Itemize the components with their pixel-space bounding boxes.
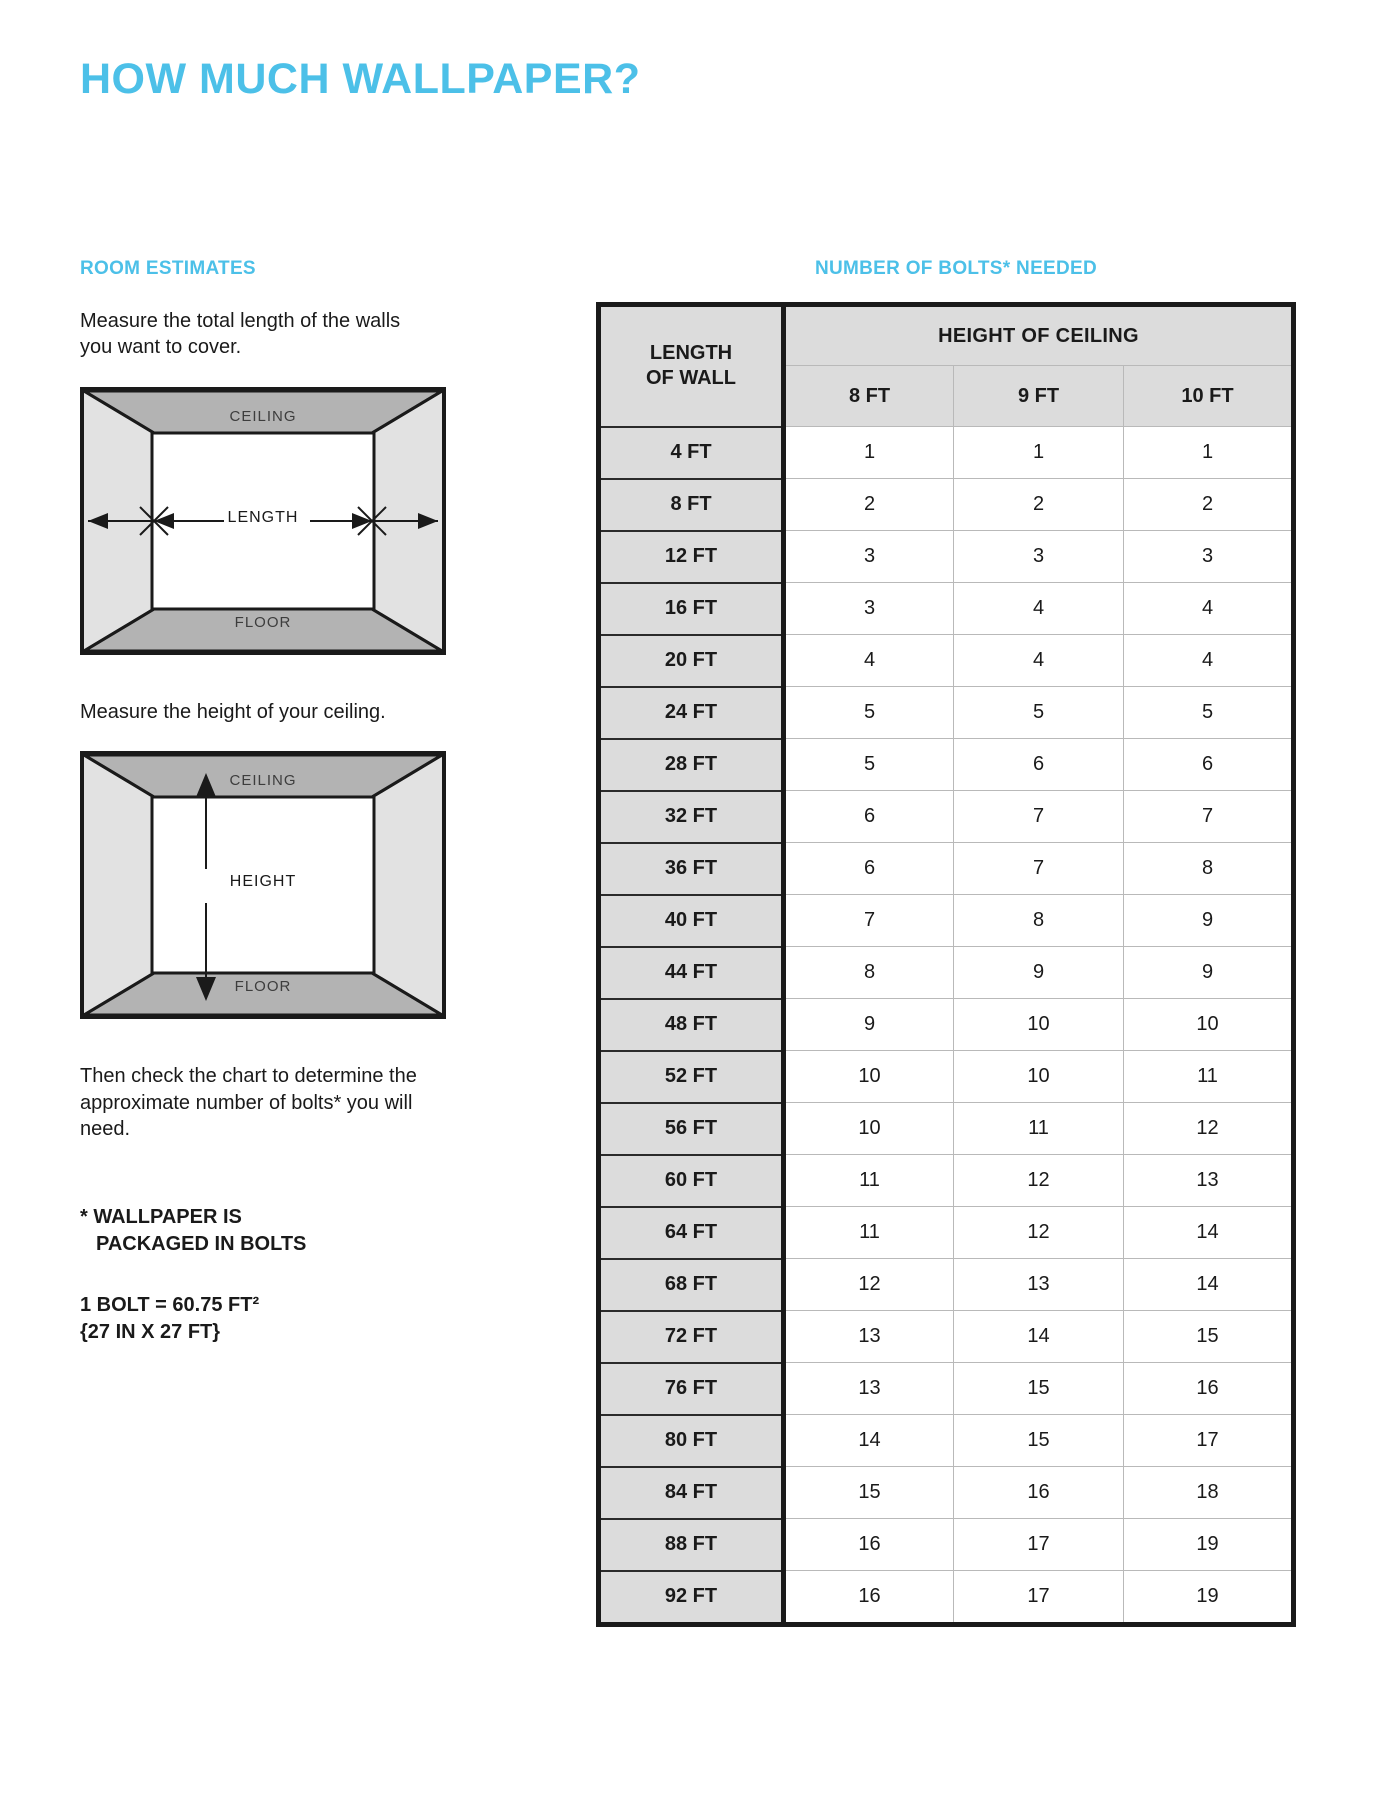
table-row — [599, 1571, 1294, 1625]
cell-bolts: 3 — [784, 531, 954, 583]
cell-bolts: 9 — [1124, 947, 1294, 999]
cell-bolts: 2 — [784, 479, 954, 531]
bolts-table-section — [596, 258, 1316, 1627]
step-3-text: Then check the chart to determine the approximate number of bolts* you will need. — [80, 1065, 417, 1140]
cell-bolts: 18 — [1124, 1467, 1294, 1519]
row-label-52-ft: 52 FT — [599, 1051, 784, 1103]
cell-bolts: 7 — [954, 843, 1124, 895]
row-label-88-ft: 88 FT — [599, 1519, 784, 1571]
cell-bolts: 13 — [1124, 1155, 1294, 1207]
row-label-56-ft: 56 FT — [599, 1103, 784, 1155]
cell-bolts: 17 — [954, 1519, 1124, 1571]
cell-bolts: 5 — [784, 739, 954, 791]
cell-bolts: 7 — [1124, 791, 1294, 843]
step-2-text: Measure the height of your ceiling. — [80, 700, 386, 723]
table-row — [599, 583, 1294, 635]
table-row — [599, 635, 1294, 687]
bolts-table — [596, 302, 1296, 1627]
cell-bolts: 5 — [954, 687, 1124, 739]
table-head-row-1 — [599, 305, 1294, 366]
cell-bolts: 10 — [784, 1051, 954, 1103]
row-label-92-ft: 92 FT — [599, 1571, 784, 1625]
cell-bolts: 4 — [1124, 583, 1294, 635]
table-row — [599, 479, 1294, 531]
row-label-28-ft: 28 FT — [599, 739, 784, 791]
cell-bolts: 17 — [954, 1571, 1124, 1625]
row-label-84-ft: 84 FT — [599, 1467, 784, 1519]
row-label-60-ft: 60 FT — [599, 1155, 784, 1207]
cell-bolts: 3 — [784, 583, 954, 635]
cell-bolts: 3 — [1124, 531, 1294, 583]
row-label-20-ft: 20 FT — [599, 635, 784, 687]
cell-bolts: 6 — [784, 843, 954, 895]
page-title: HOW MUCH WALLPAPER? — [80, 55, 641, 103]
cell-bolts: 6 — [954, 739, 1124, 791]
cell-bolts: 1 — [1124, 427, 1294, 479]
row-label-24-ft: 24 FT — [599, 687, 784, 739]
cell-bolts: 2 — [954, 479, 1124, 531]
header-length-line-1: LENGTH — [649, 342, 733, 365]
cell-bolts: 4 — [784, 635, 954, 687]
table-row — [599, 1207, 1294, 1259]
header-height-of-ceiling: HEIGHT OF CEILING — [784, 305, 1294, 366]
cell-bolts: 13 — [784, 1311, 954, 1363]
cell-bolts: 2 — [1124, 479, 1294, 531]
table-row — [599, 1363, 1294, 1415]
table-row — [599, 1155, 1294, 1207]
cell-bolts: 8 — [784, 947, 954, 999]
step-1-text: Measure the total length of the walls you want to cover. — [80, 310, 401, 359]
cell-bolts: 19 — [1124, 1519, 1294, 1571]
cell-bolts: 12 — [954, 1207, 1124, 1259]
cell-bolts: 15 — [954, 1363, 1124, 1415]
cell-bolts: 12 — [784, 1259, 954, 1311]
cell-bolts: 4 — [1124, 635, 1294, 687]
cell-bolts: 12 — [1124, 1103, 1294, 1155]
cell-bolts: 9 — [1124, 895, 1294, 947]
cell-bolts: 9 — [784, 999, 954, 1051]
diagram-height-floor-label: FLOOR — [234, 978, 292, 996]
cell-bolts: 10 — [954, 1051, 1124, 1103]
cell-bolts: 11 — [784, 1155, 954, 1207]
cell-bolts: 14 — [1124, 1259, 1294, 1311]
bolt-area-line: 1 BOLT = 60.75 FT² — [80, 1294, 260, 1317]
row-label-4-ft: 4 FT — [599, 427, 784, 479]
header-col-9ft: 9 FT — [954, 366, 1124, 427]
table-row — [599, 1259, 1294, 1311]
row-label-76-ft: 76 FT — [599, 1363, 784, 1415]
footnote-wallpaper-bolts — [80, 1204, 480, 1258]
cell-bolts: 5 — [784, 687, 954, 739]
header-col-8ft: 8 FT — [784, 366, 954, 427]
cell-bolts: 9 — [954, 947, 1124, 999]
header-col-10ft: 10 FT — [1124, 366, 1294, 427]
row-label-64-ft: 64 FT — [599, 1207, 784, 1259]
cell-bolts: 14 — [1124, 1207, 1294, 1259]
cell-bolts: 8 — [1124, 843, 1294, 895]
table-row — [599, 895, 1294, 947]
cell-bolts: 16 — [784, 1571, 954, 1625]
cell-bolts: 10 — [1124, 999, 1294, 1051]
cell-bolts: 16 — [784, 1519, 954, 1571]
cell-bolts: 15 — [954, 1415, 1124, 1467]
cell-bolts: 11 — [1124, 1051, 1294, 1103]
cell-bolts: 15 — [784, 1467, 954, 1519]
cell-bolts: 15 — [1124, 1311, 1294, 1363]
table-row — [599, 791, 1294, 843]
row-label-12-ft: 12 FT — [599, 531, 784, 583]
cell-bolts: 11 — [784, 1207, 954, 1259]
table-row — [599, 1467, 1294, 1519]
row-label-36-ft: 36 FT — [599, 843, 784, 895]
cell-bolts: 4 — [954, 635, 1124, 687]
table-title: NUMBER OF BOLTS* NEEDED — [814, 258, 1098, 279]
table-row — [599, 1519, 1294, 1571]
table-row — [599, 947, 1294, 999]
diagram-length-measure-label: LENGTH — [227, 508, 299, 526]
cell-bolts: 14 — [954, 1311, 1124, 1363]
cell-bolts: 4 — [954, 583, 1124, 635]
cell-bolts: 19 — [1124, 1571, 1294, 1625]
cell-bolts: 6 — [784, 791, 954, 843]
cell-bolts: 7 — [784, 895, 954, 947]
footnote-line-2: PACKAGED IN BOLTS — [96, 1233, 307, 1256]
cell-bolts: 7 — [954, 791, 1124, 843]
row-label-8-ft: 8 FT — [599, 479, 784, 531]
cell-bolts: 5 — [1124, 687, 1294, 739]
row-label-68-ft: 68 FT — [599, 1259, 784, 1311]
cell-bolts: 16 — [1124, 1363, 1294, 1415]
cell-bolts: 3 — [954, 531, 1124, 583]
cell-bolts: 10 — [784, 1103, 954, 1155]
section-heading-room-estimates: ROOM ESTIMATES — [80, 258, 256, 279]
table-row — [599, 999, 1294, 1051]
row-label-48-ft: 48 FT — [599, 999, 784, 1051]
table-row — [599, 1103, 1294, 1155]
row-label-32-ft: 32 FT — [599, 791, 784, 843]
table-row — [599, 687, 1294, 739]
row-label-72-ft: 72 FT — [599, 1311, 784, 1363]
table-row — [599, 1311, 1294, 1363]
cell-bolts: 8 — [954, 895, 1124, 947]
diagram-length-floor-label: FLOOR — [234, 613, 292, 631]
cell-bolts: 10 — [954, 999, 1124, 1051]
table-row — [599, 427, 1294, 479]
cell-bolts: 6 — [1124, 739, 1294, 791]
row-label-16-ft: 16 FT — [599, 583, 784, 635]
table-row — [599, 843, 1294, 895]
table-row — [599, 1415, 1294, 1467]
cell-bolts: 1 — [784, 427, 954, 479]
header-length-line-2: OF WALL — [646, 367, 736, 390]
cell-bolts: 12 — [954, 1155, 1124, 1207]
bolt-dimension-line: {27 IN X 27 FT} — [80, 1321, 221, 1344]
table-row — [599, 1051, 1294, 1103]
table-row — [599, 531, 1294, 583]
room-diagram-length — [80, 387, 490, 677]
room-diagram-height — [80, 751, 490, 1041]
footnote-line-1: * WALLPAPER IS — [80, 1206, 242, 1229]
bolt-equivalence — [80, 1292, 480, 1346]
table-head — [599, 305, 1294, 427]
diagram-length-ceiling-label: CEILING — [229, 407, 297, 425]
cell-bolts: 13 — [954, 1259, 1124, 1311]
diagram-height-measure-label: HEIGHT — [229, 873, 297, 891]
cell-bolts: 16 — [954, 1467, 1124, 1519]
table-row — [599, 739, 1294, 791]
row-label-40-ft: 40 FT — [599, 895, 784, 947]
cell-bolts: 14 — [784, 1415, 954, 1467]
row-label-80-ft: 80 FT — [599, 1415, 784, 1467]
header-length-of-wall — [599, 305, 784, 427]
diagram-height-ceiling-label: CEILING — [229, 772, 297, 790]
cell-bolts: 17 — [1124, 1415, 1294, 1467]
cell-bolts: 13 — [784, 1363, 954, 1415]
row-label-44-ft: 44 FT — [599, 947, 784, 999]
cell-bolts: 11 — [954, 1103, 1124, 1155]
table-body — [599, 427, 1294, 1625]
cell-bolts: 1 — [954, 427, 1124, 479]
room-estimates-column — [80, 258, 480, 1346]
